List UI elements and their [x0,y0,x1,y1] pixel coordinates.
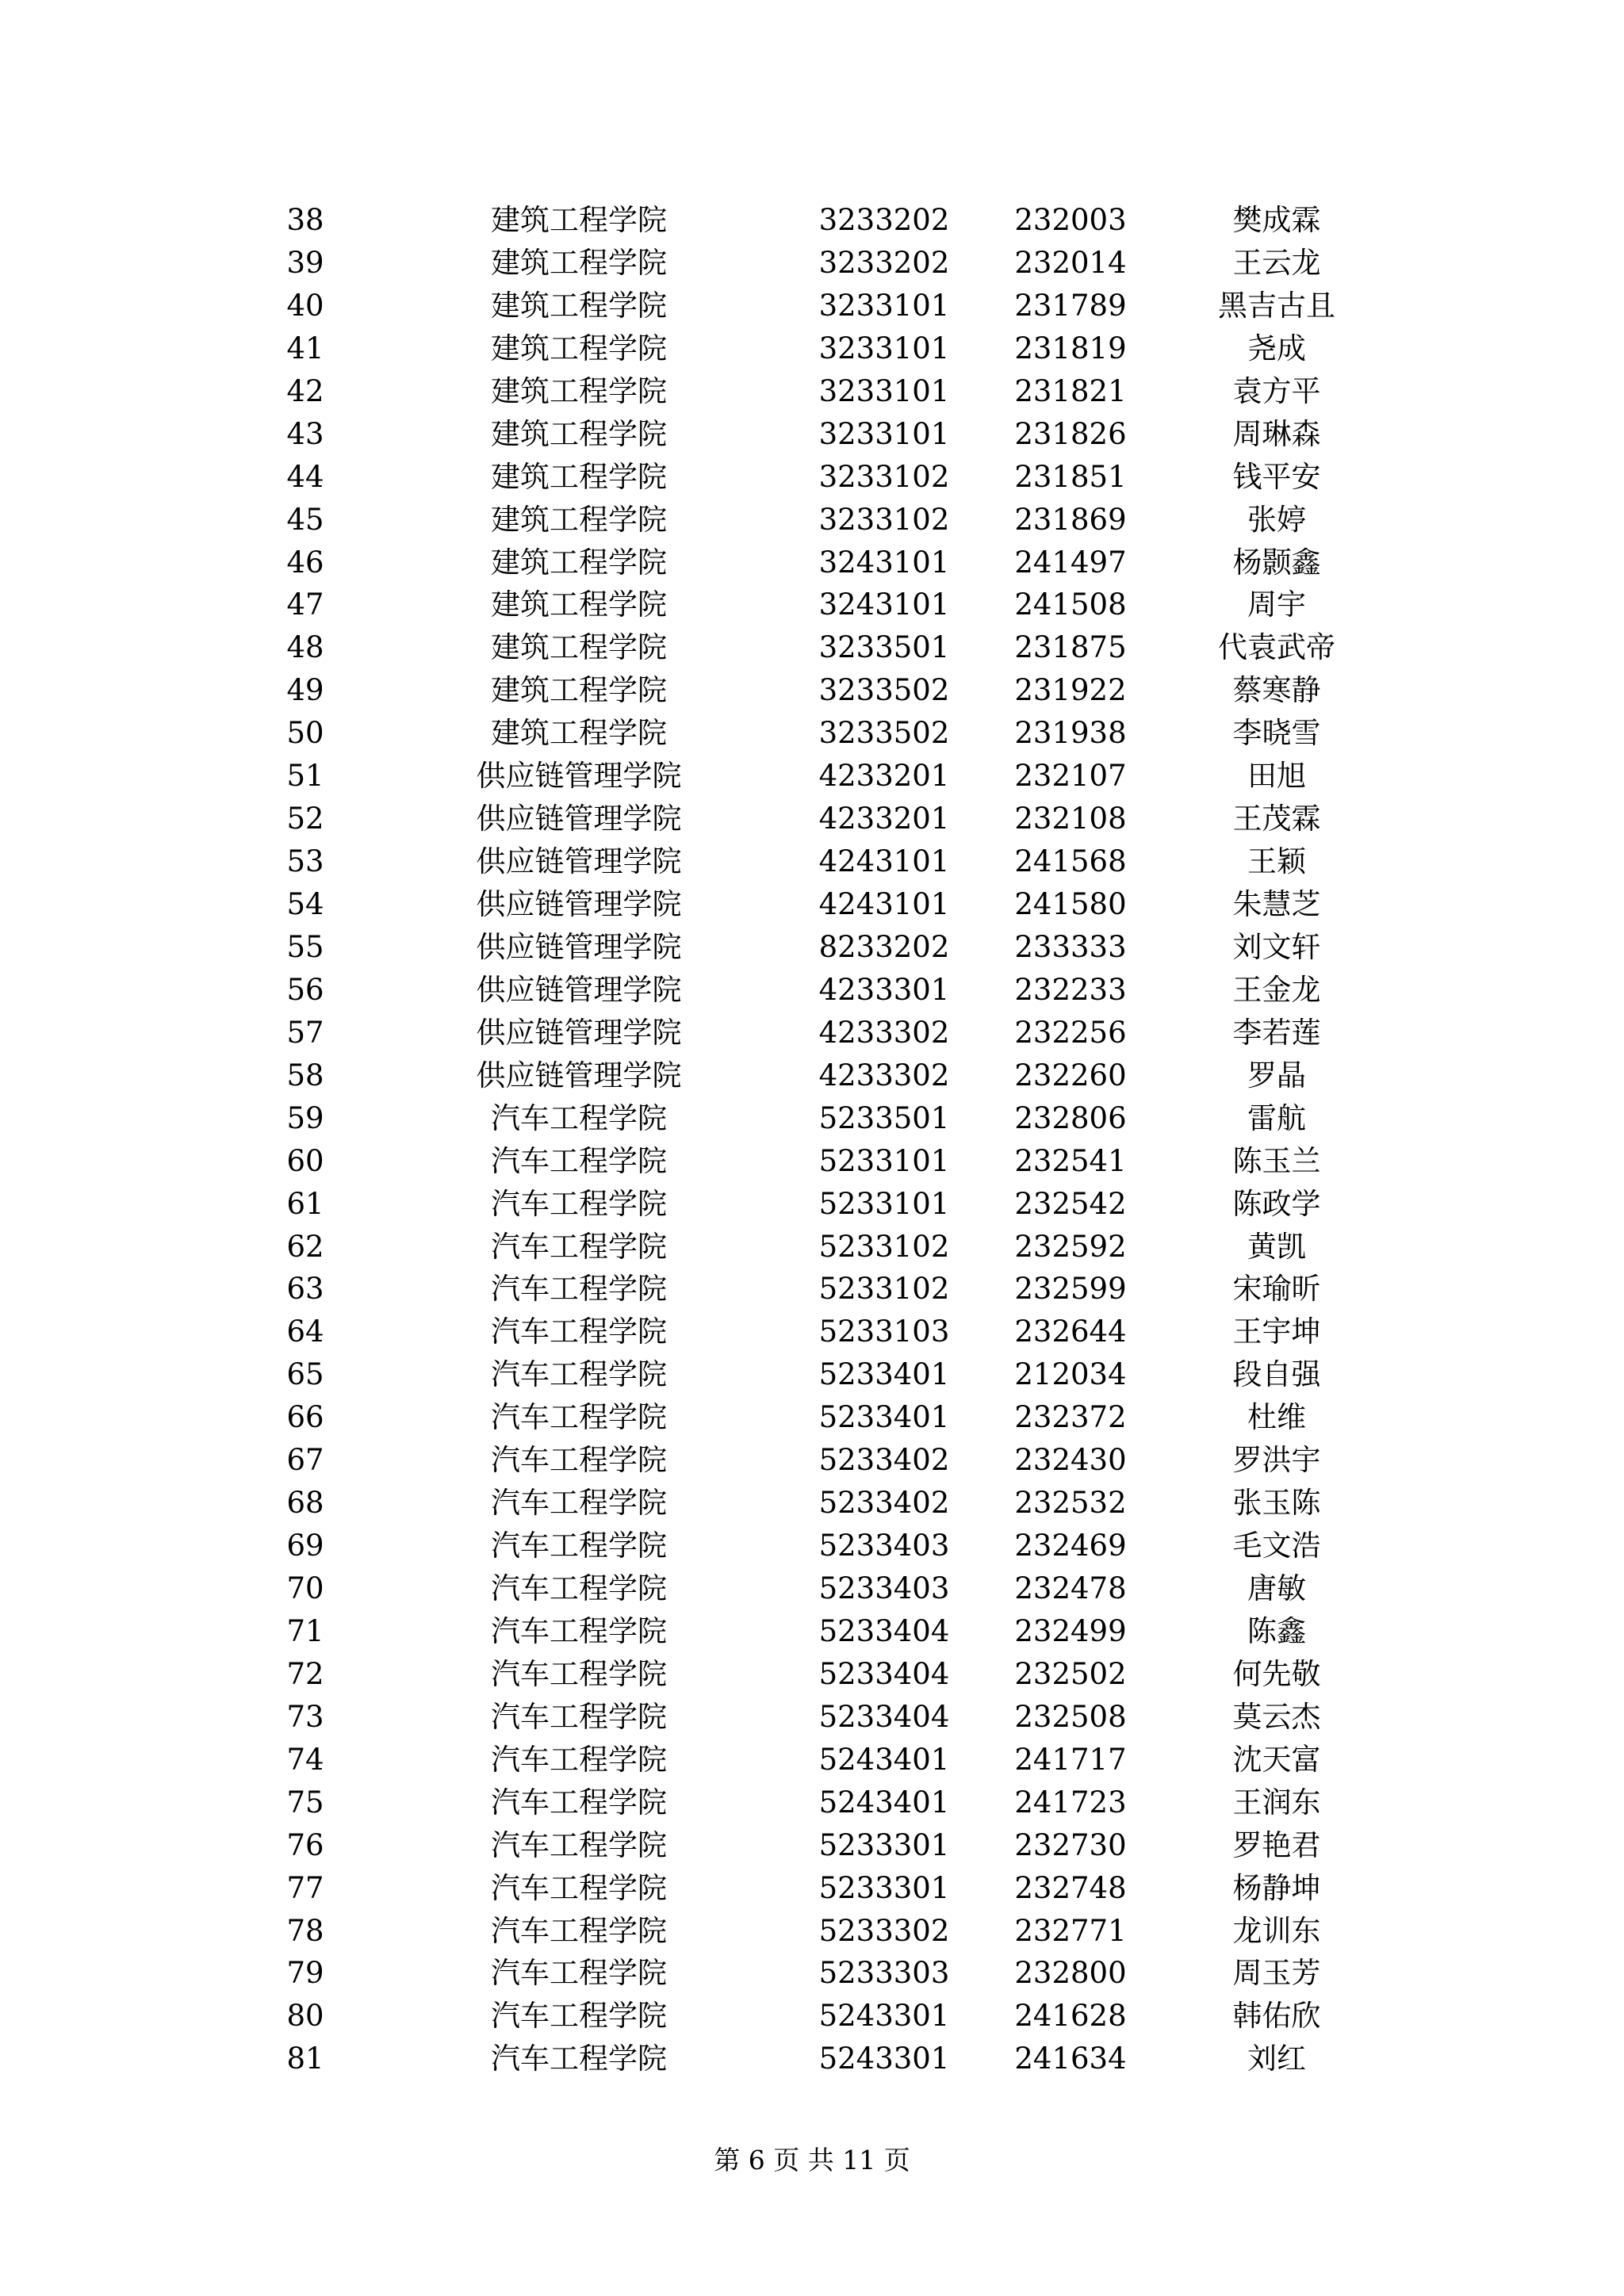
college-cell: 汽车工程学院 [491,1272,667,1307]
table-row [0,1567,1624,1610]
student-name-cell: 罗艳君 [1232,1827,1321,1862]
row-number: 65 [286,1357,324,1392]
row-number: 42 [286,373,324,408]
row-number: 44 [286,459,324,494]
student-id-cell: 232748 [1014,1870,1127,1905]
table-row [0,584,1624,626]
college-cell: 建筑工程学院 [491,416,667,451]
class-code-cell: 3233202 [818,245,950,280]
row-number: 46 [286,545,324,580]
class-code-cell: 3233102 [818,502,950,537]
student-name-cell: 何先敬 [1232,1656,1321,1691]
table-row [0,1910,1624,1953]
student-name-cell: 唐敏 [1247,1571,1306,1605]
row-number: 76 [286,1827,324,1862]
college-cell: 建筑工程学院 [491,587,667,622]
row-number: 52 [286,802,324,836]
student-table [0,199,1624,2080]
row-number: 38 [286,203,324,237]
row-number: 40 [286,288,324,323]
student-id-cell: 241628 [1014,1999,1127,2034]
student-name-cell: 王金龙 [1232,972,1321,1007]
college-cell: 供应链管理学院 [476,887,682,921]
class-code-cell: 5233403 [818,1529,950,1563]
table-row [0,1867,1624,1910]
class-code-cell: 5233401 [818,1400,950,1435]
college-cell: 汽车工程学院 [491,1699,667,1734]
college-cell: 建筑工程学院 [491,288,667,323]
row-number: 72 [286,1656,324,1691]
table-row [0,1183,1624,1226]
college-cell: 汽车工程学院 [491,1229,667,1264]
student-name-cell: 毛文浩 [1232,1529,1321,1563]
student-id-cell: 232003 [1014,203,1127,237]
student-name-cell: 段自强 [1232,1357,1321,1392]
class-code-cell: 5243401 [818,1785,950,1820]
college-cell: 建筑工程学院 [491,245,667,280]
row-number: 70 [286,1571,324,1605]
student-id-cell: 241723 [1014,1785,1127,1820]
college-cell: 汽车工程学院 [491,1143,667,1178]
class-code-cell: 4243101 [818,844,950,879]
college-cell: 建筑工程学院 [491,331,667,365]
table-row [0,1525,1624,1567]
college-cell: 汽车工程学院 [491,1400,667,1435]
college-cell: 汽车工程学院 [491,1999,667,2034]
table-row [0,1097,1624,1140]
class-code-cell: 5233102 [818,1229,950,1264]
row-number: 67 [286,1443,324,1478]
college-cell: 建筑工程学院 [491,545,667,580]
table-row [0,2038,1624,2080]
student-name-cell: 尧成 [1247,331,1306,365]
student-id-cell: 241568 [1014,844,1127,879]
row-number: 74 [286,1742,324,1777]
table-row [0,1610,1624,1653]
student-name-cell: 袁方平 [1232,373,1321,408]
student-id-cell: 231789 [1014,288,1127,323]
student-name-cell: 陈玉兰 [1232,1143,1321,1178]
college-cell: 汽车工程学院 [491,1486,667,1521]
student-id-cell: 232592 [1014,1229,1127,1264]
table-row [0,541,1624,584]
row-number: 50 [286,716,324,751]
student-id-cell: 212034 [1014,1357,1127,1392]
student-name-cell: 刘红 [1247,2042,1306,2076]
student-id-cell: 231821 [1014,373,1127,408]
table-row [0,1739,1624,1781]
student-name-cell: 罗晶 [1247,1058,1306,1093]
table-row [0,1696,1624,1739]
college-cell: 汽车工程学院 [491,1571,667,1605]
college-cell: 建筑工程学院 [491,673,667,708]
student-name-cell: 钱平安 [1232,459,1321,494]
class-code-cell: 4233301 [818,972,950,1007]
table-row [0,1781,1624,1824]
student-id-cell: 241580 [1014,887,1127,921]
class-code-cell: 3233502 [818,716,950,751]
student-id-cell: 232499 [1014,1613,1127,1648]
student-id-cell: 241497 [1014,545,1127,580]
class-code-cell: 3233202 [818,203,950,237]
table-row [0,626,1624,669]
college-cell: 供应链管理学院 [476,1058,682,1093]
class-code-cell: 5233401 [818,1357,950,1392]
table-row [0,1653,1624,1696]
student-id-cell: 232256 [1014,1015,1127,1050]
college-cell: 建筑工程学院 [491,502,667,537]
student-id-cell: 241634 [1014,2042,1127,2076]
class-code-cell: 5233301 [818,1870,950,1905]
student-id-cell: 231938 [1014,716,1127,751]
student-id-cell: 231922 [1014,673,1127,708]
row-number: 41 [286,331,324,365]
college-cell: 汽车工程学院 [491,1357,667,1392]
class-code-cell: 5233402 [818,1486,950,1521]
row-number: 66 [286,1400,324,1435]
student-name-cell: 龙训东 [1232,1913,1321,1948]
class-code-cell: 5233101 [818,1186,950,1221]
class-code-cell: 5233302 [818,1913,950,1948]
student-id-cell: 231819 [1014,331,1127,365]
table-row [0,1012,1624,1054]
student-id-cell: 232800 [1014,1956,1127,1991]
student-id-cell: 233333 [1014,929,1127,964]
class-code-cell: 5233501 [818,1100,950,1135]
student-name-cell: 王云龙 [1232,245,1321,280]
page-footer: 第 6 页 共 11 页 [714,2145,910,2175]
student-name-cell: 王润东 [1232,1785,1321,1820]
row-number: 77 [286,1870,324,1905]
class-code-cell: 3243101 [818,545,950,580]
row-number: 69 [286,1529,324,1563]
class-code-cell: 4233302 [818,1058,950,1093]
class-code-cell: 3233102 [818,459,950,494]
table-row [0,499,1624,541]
table-row [0,199,1624,242]
student-id-cell: 232108 [1014,802,1127,836]
row-number: 54 [286,887,324,921]
row-number: 57 [286,1015,324,1050]
row-number: 48 [286,630,324,665]
table-row [0,755,1624,798]
student-id-cell: 232599 [1014,1272,1127,1307]
table-row [0,926,1624,969]
row-number: 59 [286,1100,324,1135]
student-name-cell: 王宇坤 [1232,1314,1321,1349]
student-id-cell: 241717 [1014,1742,1127,1777]
student-id-cell: 232541 [1014,1143,1127,1178]
college-cell: 供应链管理学院 [476,759,682,794]
row-number: 55 [286,929,324,964]
class-code-cell: 5233404 [818,1613,950,1648]
student-id-cell: 232542 [1014,1186,1127,1221]
class-code-cell: 8233202 [818,929,950,964]
row-number: 47 [286,587,324,622]
student-name-cell: 杨颢鑫 [1232,545,1321,580]
student-name-cell: 李若莲 [1232,1015,1321,1050]
student-id-cell: 232644 [1014,1314,1127,1349]
row-number: 45 [286,502,324,537]
student-name-cell: 韩佑欣 [1232,1999,1321,2034]
student-name-cell: 周宇 [1247,587,1306,622]
student-name-cell: 杜维 [1247,1400,1306,1435]
college-cell: 汽车工程学院 [491,1613,667,1648]
table-row [0,883,1624,926]
class-code-cell: 3243101 [818,587,950,622]
class-code-cell: 3233101 [818,416,950,451]
class-code-cell: 3233502 [818,673,950,708]
student-name-cell: 宋瑜昕 [1232,1272,1321,1307]
table-row [0,1054,1624,1097]
college-cell: 汽车工程学院 [491,1913,667,1948]
college-cell: 建筑工程学院 [491,459,667,494]
student-id-cell: 232372 [1014,1400,1127,1435]
row-number: 64 [286,1314,324,1349]
student-name-cell: 张玉陈 [1232,1486,1321,1521]
class-code-cell: 3233501 [818,630,950,665]
row-number: 56 [286,972,324,1007]
student-name-cell: 雷航 [1247,1100,1306,1135]
row-number: 43 [286,416,324,451]
college-cell: 汽车工程学院 [491,1742,667,1777]
table-row [0,1824,1624,1867]
table-row [0,242,1624,285]
row-number: 78 [286,1913,324,1948]
college-cell: 供应链管理学院 [476,972,682,1007]
student-name-cell: 黑吉古且 [1218,288,1335,323]
class-code-cell: 3233101 [818,331,950,365]
student-name-cell: 张婷 [1247,502,1306,537]
row-number: 62 [286,1229,324,1264]
class-code-cell: 4233201 [818,802,950,836]
student-id-cell: 232508 [1014,1699,1127,1734]
table-row [0,1439,1624,1482]
row-number: 39 [286,245,324,280]
table-row [0,1952,1624,1995]
table-row [0,1311,1624,1353]
college-cell: 供应链管理学院 [476,1015,682,1050]
student-name-cell: 王茂霖 [1232,802,1321,836]
student-name-cell: 陈鑫 [1247,1613,1306,1648]
class-code-cell: 5233301 [818,1827,950,1862]
college-cell: 汽车工程学院 [491,2042,667,2076]
row-number: 60 [286,1143,324,1178]
table-row [0,413,1624,456]
class-code-cell: 5243301 [818,2042,950,2076]
student-id-cell: 232806 [1014,1100,1127,1135]
class-code-cell: 5243301 [818,1999,950,2034]
student-name-cell: 沈天富 [1232,1742,1321,1777]
college-cell: 汽车工程学院 [491,1956,667,1991]
class-code-cell: 5233103 [818,1314,950,1349]
table-row [0,327,1624,370]
student-name-cell: 王颖 [1247,844,1306,879]
row-number: 58 [286,1058,324,1093]
student-id-cell: 232730 [1014,1827,1127,1862]
class-code-cell: 3233101 [818,373,950,408]
row-number: 61 [286,1186,324,1221]
student-name-cell: 李晓雪 [1232,716,1321,751]
student-name-cell: 刘文轩 [1232,929,1321,964]
college-cell: 供应链管理学院 [476,802,682,836]
table-row [0,456,1624,499]
row-number: 79 [286,1956,324,1991]
student-name-cell: 周玉芳 [1232,1956,1321,1991]
college-cell: 建筑工程学院 [491,630,667,665]
table-row [0,1396,1624,1439]
class-code-cell: 5243401 [818,1742,950,1777]
student-name-cell: 蔡寒静 [1232,673,1321,708]
row-number: 75 [286,1785,324,1820]
college-cell: 汽车工程学院 [491,1529,667,1563]
class-code-cell: 4243101 [818,887,950,921]
student-id-cell: 232260 [1014,1058,1127,1093]
table-row [0,285,1624,327]
row-number: 53 [286,844,324,879]
class-code-cell: 5233101 [818,1143,950,1178]
table-row [0,969,1624,1012]
class-code-cell: 5233404 [818,1699,950,1734]
student-id-cell: 232107 [1014,759,1127,794]
student-id-cell: 232478 [1014,1571,1127,1605]
class-code-cell: 5233303 [818,1956,950,1991]
class-code-cell: 3233101 [818,288,950,323]
student-name-cell: 樊成霖 [1232,203,1321,237]
table-row [0,840,1624,883]
table-row [0,370,1624,413]
class-code-cell: 5233402 [818,1443,950,1478]
college-cell: 供应链管理学院 [476,844,682,879]
student-name-cell: 代袁武帝 [1218,630,1335,665]
student-id-cell: 231869 [1014,502,1127,537]
row-number: 68 [286,1486,324,1521]
student-id-cell: 231826 [1014,416,1127,451]
student-id-cell: 232771 [1014,1913,1127,1948]
college-cell: 汽车工程学院 [491,1186,667,1221]
row-number: 63 [286,1272,324,1307]
student-id-cell: 232469 [1014,1529,1127,1563]
student-name-cell: 朱慧芝 [1232,887,1321,921]
row-number: 80 [286,1999,324,2034]
student-name-cell: 黄凯 [1247,1229,1306,1264]
college-cell: 汽车工程学院 [491,1827,667,1862]
college-cell: 汽车工程学院 [491,1656,667,1691]
table-row [0,1482,1624,1525]
class-code-cell: 5233102 [818,1272,950,1307]
student-id-cell: 232430 [1014,1443,1127,1478]
student-id-cell: 232502 [1014,1656,1127,1691]
college-cell: 供应链管理学院 [476,929,682,964]
student-name-cell: 莫云杰 [1232,1699,1321,1734]
college-cell: 建筑工程学院 [491,373,667,408]
row-number: 51 [286,759,324,794]
class-code-cell: 5233403 [818,1571,950,1605]
class-code-cell: 5233404 [818,1656,950,1691]
table-row [0,1268,1624,1311]
table-row [0,1353,1624,1396]
class-code-cell: 4233201 [818,759,950,794]
class-code-cell: 4233302 [818,1015,950,1050]
student-name-cell: 田旭 [1247,759,1306,794]
student-name-cell: 罗洪宇 [1232,1443,1321,1478]
row-number: 81 [286,2042,324,2076]
student-name-cell: 杨静坤 [1232,1870,1321,1905]
table-row [0,669,1624,712]
table-row [0,1140,1624,1183]
college-cell: 汽车工程学院 [491,1785,667,1820]
student-name-cell: 陈政学 [1232,1186,1321,1221]
student-id-cell: 232532 [1014,1486,1127,1521]
student-id-cell: 232014 [1014,245,1127,280]
student-id-cell: 231875 [1014,630,1127,665]
college-cell: 汽车工程学院 [491,1314,667,1349]
college-cell: 建筑工程学院 [491,716,667,751]
student-id-cell: 241508 [1014,587,1127,622]
student-id-cell: 232233 [1014,972,1127,1007]
student-name-cell: 周琳森 [1232,416,1321,451]
college-cell: 汽车工程学院 [491,1870,667,1905]
row-number: 71 [286,1613,324,1648]
table-row [0,712,1624,755]
row-number: 73 [286,1699,324,1734]
college-cell: 汽车工程学院 [491,1443,667,1478]
table-row [0,798,1624,840]
table-row [0,1226,1624,1269]
table-row [0,1995,1624,2038]
college-cell: 建筑工程学院 [491,203,667,237]
college-cell: 汽车工程学院 [491,1100,667,1135]
student-id-cell: 231851 [1014,459,1127,494]
row-number: 49 [286,673,324,708]
